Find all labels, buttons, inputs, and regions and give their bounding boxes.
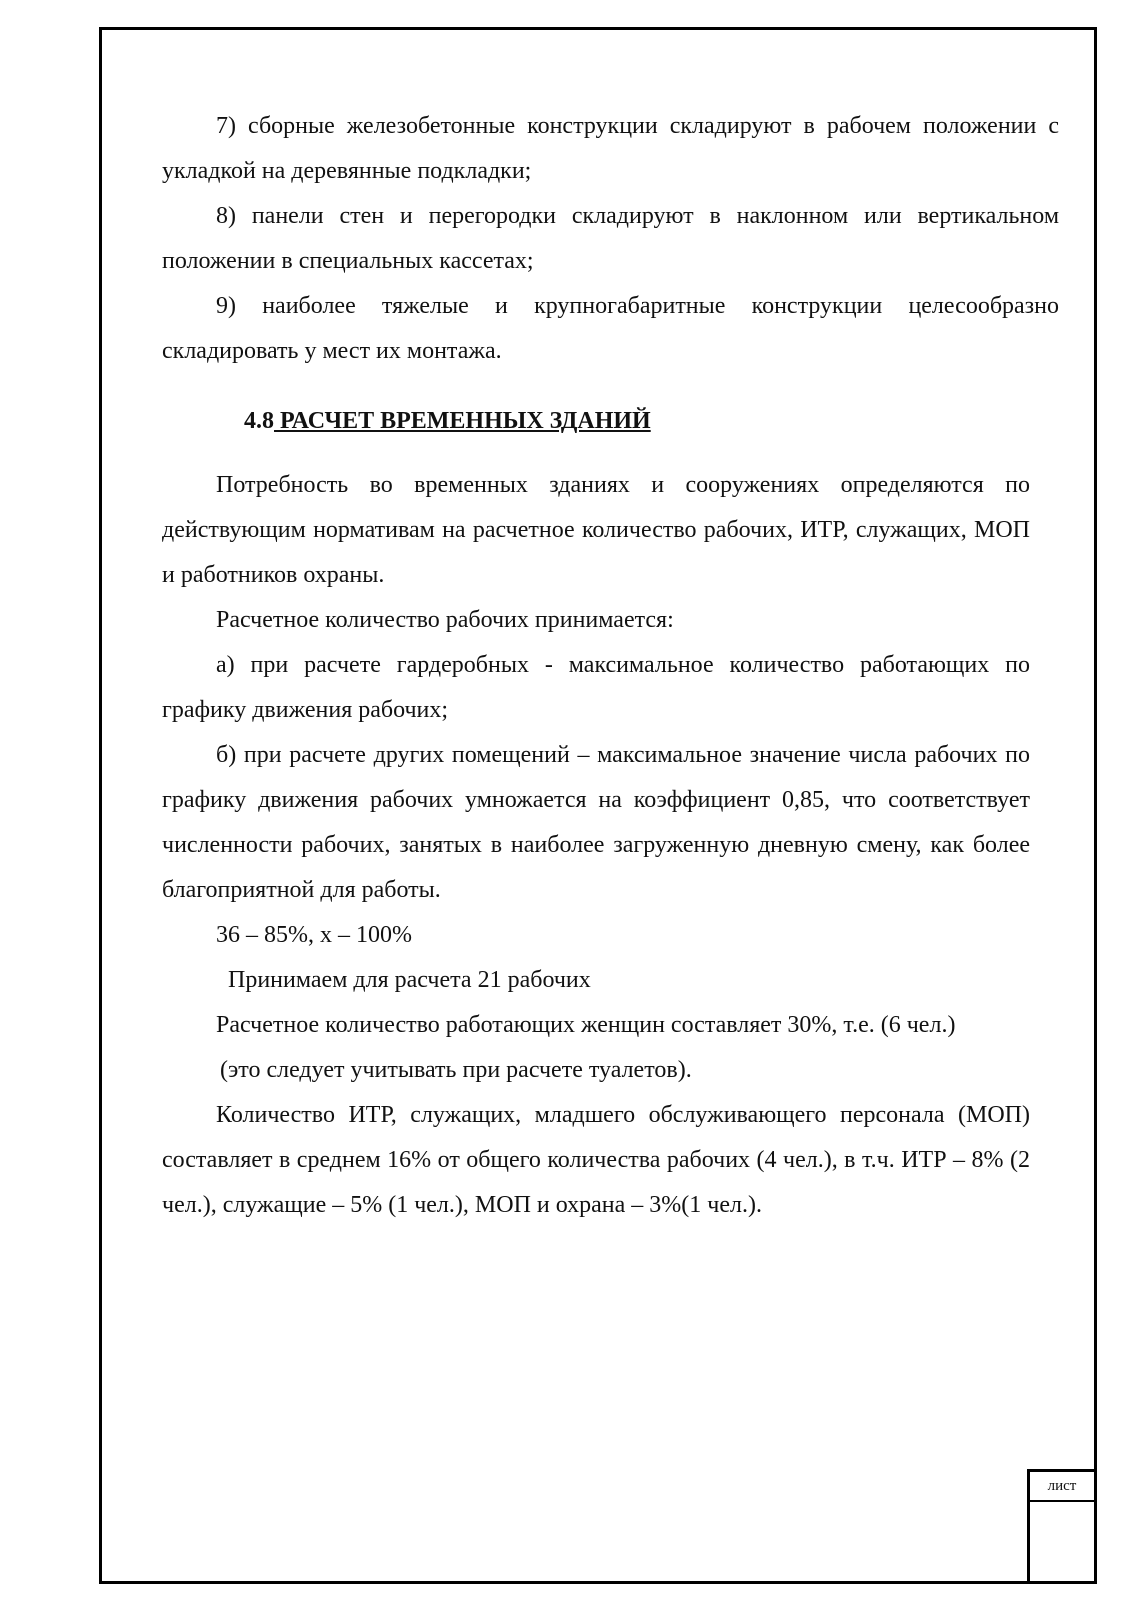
paragraph-workers-intro: Расчетное количество рабочих принимается: [216, 607, 674, 633]
paragraph-accepted-workers: Принимаем для расчета 21 рабочих [228, 967, 591, 993]
section-heading [162, 399, 1059, 444]
paragraph-staff: Количество ИТР, служащих, младшего обслуживающего персонала (МОП) составляет в среднем 16% от общего количества рабочих (4 чел.), в т.ч. ИТР – 8% (2 чел.), служащие – 5% (1 чел.), МОП и охрана – 3%(1 чел.). [162, 1102, 1030, 1218]
paragraph-item-8: 8) панели стен и перегородки складируют в наклонном или вертикальном положении в специальных кассетах; [162, 203, 1059, 274]
paragraph-proportion: 36 – 85%, х – 100% [216, 922, 412, 948]
paragraph-item-b: б) при расчете других помещений – максимальное значение числа рабочих по графику движения рабочих умножается на коэффициент 0,85, что соответствует численности рабочих, занятых в наиболее загруженную дневную смену, как более благоприятной для работы. [162, 742, 1030, 903]
sheet-stamp-label: лист [1030, 1472, 1094, 1502]
paragraph-item-a: а) при расчете гардеробных - максимальное количество работающих по графику движения рабочих; [162, 652, 1030, 723]
document-body [162, 104, 1059, 1228]
paragraph-toilets-note: (это следует учитывать при расчете туалетов). [220, 1057, 692, 1083]
paragraph-item-9: 9) наиболее тяжелые и крупногабаритные конструкции целесообразно складировать у мест их монтажа. [162, 293, 1059, 364]
section-title: РАСЧЕТ ВРЕМЕННЫХ ЗДАНИЙ [274, 408, 651, 434]
paragraph-need: Потребность во временных зданиях и сооружениях определяются по действующим нормативам на расчетное количество рабочих, ИТР, служащих, МОП и работников охраны. [162, 472, 1030, 588]
paragraph-women: Расчетное количество работающих женщин составляет 30%, т.е. (6 чел.) [216, 1012, 956, 1038]
section-number: 4.8 [244, 408, 274, 434]
paragraph-item-7: 7) сборные железобетонные конструкции складируют в рабочем положении с укладкой на деревянные подкладки; [162, 113, 1059, 184]
sheet-stamp [1027, 1469, 1097, 1584]
